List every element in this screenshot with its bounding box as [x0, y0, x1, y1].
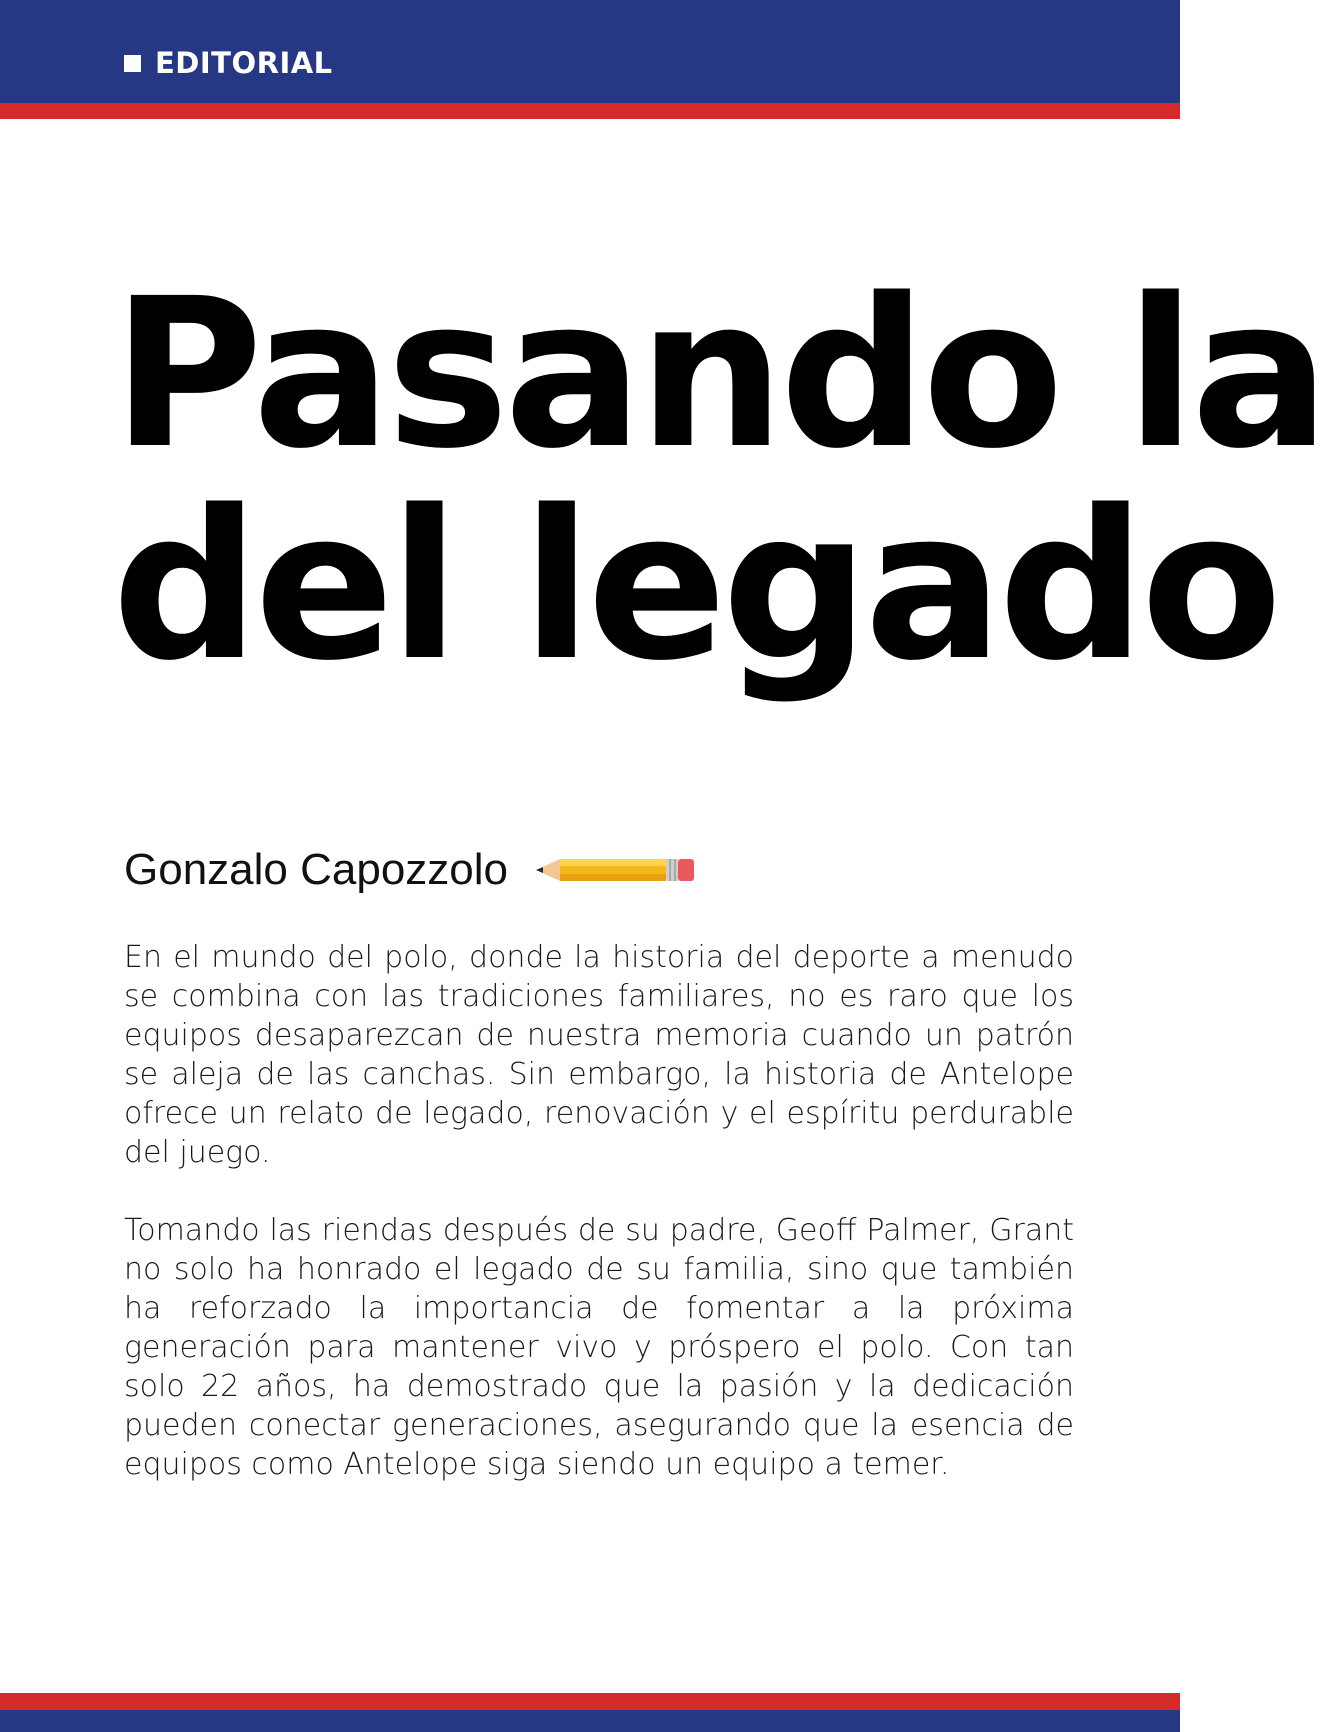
paragraph: En el mundo del polo, donde la historia del deporte a menudo se combina con las tradiciones familiares, no es raro que los equipos desaparezcan de nuestra memoria cuando un patrón se aleja de las canchas. Sin embargo, la historia de Antelope ofrece un relato de legado, renovación y el espíritu perdurable del juego. [124, 940, 1074, 1170]
header-rule [0, 103, 1180, 119]
footer-rule [0, 1693, 1180, 1710]
article-body [124, 938, 1074, 1523]
title-line-1: Pasando la [112, 254, 1325, 494]
section-tag [124, 46, 333, 80]
article-title [112, 254, 1325, 706]
footer-bar [0, 1710, 1180, 1732]
byline [124, 845, 696, 894]
title-line-2: del legado [112, 466, 1278, 706]
pencil-icon [534, 855, 696, 885]
square-icon [124, 55, 141, 72]
paragraph: Tomando las riendas después de su padre, Geoff Palmer, Grant no solo ha honrado el legado de su familia, sino que también ha reforzado la importancia de fomentar a la próxima generación para mantener vivo y próspero el polo. Con tan solo 22 años, ha demostrado que la pasión y la dedicación pueden conectar generaciones, asegurando que la esencia de equipos como Antelope siga siendo un equipo a temer. [124, 1213, 1074, 1482]
section-label: EDITORIAL [155, 46, 333, 80]
author-name: Gonzalo Capozzolo [124, 845, 509, 894]
